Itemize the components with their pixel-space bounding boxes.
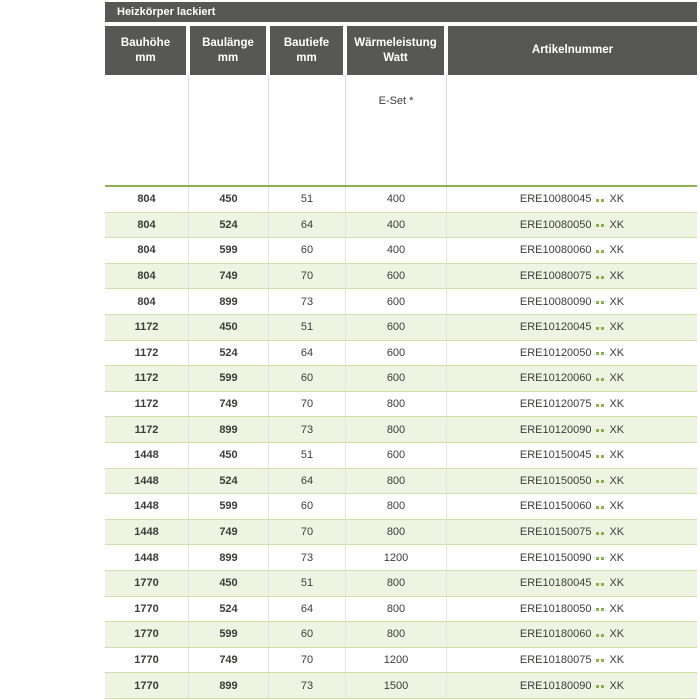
cell-baulaenge: 524 bbox=[188, 213, 268, 238]
cell-waermeleistung: 800 bbox=[345, 392, 446, 417]
artikel-suffix: XK bbox=[609, 244, 625, 257]
cell-bautiefe: 73 bbox=[268, 417, 345, 442]
color-variant-dots-icon bbox=[595, 583, 605, 586]
cell-bautiefe: 73 bbox=[268, 673, 345, 698]
cell-artikelnummer bbox=[446, 648, 697, 673]
cell-artikelnummer bbox=[446, 392, 697, 417]
table-row bbox=[105, 494, 697, 520]
subheader-cell bbox=[268, 75, 345, 185]
column-header-bautiefe bbox=[268, 26, 345, 75]
cell-baulaenge: 524 bbox=[188, 341, 268, 366]
column-header-baulaenge bbox=[188, 26, 268, 75]
cell-artikelnummer bbox=[446, 469, 697, 494]
table-row bbox=[105, 520, 697, 546]
cell-waermeleistung: 400 bbox=[345, 213, 446, 238]
cell-bauhoehe: 804 bbox=[137, 193, 156, 206]
column-header-bauhoehe bbox=[105, 26, 188, 75]
cell-baulaenge: 749 bbox=[188, 648, 268, 673]
cell-waermeleistung: 600 bbox=[345, 264, 446, 289]
artikel-suffix: XK bbox=[609, 346, 625, 359]
catalog-table-page bbox=[105, 2, 697, 699]
cell-waermeleistung: 1200 bbox=[345, 648, 446, 673]
cell-bauhoehe: 1770 bbox=[134, 577, 159, 590]
cell-artikelnummer bbox=[446, 213, 697, 238]
artikel-suffix: XK bbox=[609, 295, 625, 308]
cell-artikelnummer bbox=[446, 494, 697, 519]
cell-artikelnummer bbox=[446, 315, 697, 340]
color-variant-dots-icon bbox=[595, 557, 605, 560]
cell-bautiefe: 64 bbox=[268, 597, 345, 622]
cell-artikelnummer bbox=[446, 417, 697, 442]
table-row bbox=[105, 315, 697, 341]
artikel-suffix: XK bbox=[609, 193, 625, 206]
cell-baulaenge: 450 bbox=[188, 187, 268, 212]
cell-artikelnummer bbox=[446, 545, 697, 570]
artikel-prefix: ERE10180045 bbox=[519, 577, 592, 590]
cell-baulaenge: 599 bbox=[188, 622, 268, 647]
artikel-prefix: ERE10180090 bbox=[519, 679, 592, 692]
artikel-suffix: XK bbox=[609, 526, 625, 539]
cell-bauhoehe: 1770 bbox=[134, 653, 159, 666]
artikel-suffix: XK bbox=[609, 500, 625, 513]
artikel-suffix: XK bbox=[609, 474, 625, 487]
cell-bautiefe: 51 bbox=[268, 315, 345, 340]
cell-artikelnummer bbox=[446, 289, 697, 314]
color-variant-dots-icon bbox=[595, 532, 605, 535]
column-header-label: Bauhöhe bbox=[120, 36, 171, 49]
cell-bauhoehe: 804 bbox=[137, 270, 156, 283]
cell-bauhoehe: 1770 bbox=[134, 628, 159, 641]
cell-baulaenge: 524 bbox=[188, 469, 268, 494]
cell-baulaenge: 749 bbox=[188, 520, 268, 545]
color-variant-dots-icon bbox=[595, 378, 605, 381]
cell-waermeleistung: 600 bbox=[345, 289, 446, 314]
color-variant-dots-icon bbox=[595, 301, 605, 304]
cell-bautiefe: 70 bbox=[268, 264, 345, 289]
color-variant-dots-icon bbox=[595, 634, 605, 637]
cell-bauhoehe: 1448 bbox=[134, 474, 159, 487]
cell-artikelnummer bbox=[446, 597, 697, 622]
cell-bauhoehe: 1172 bbox=[134, 321, 159, 334]
cell-waermeleistung: 800 bbox=[345, 571, 446, 596]
table-row bbox=[105, 264, 697, 290]
subheader-cell bbox=[446, 75, 697, 185]
cell-waermeleistung: 800 bbox=[345, 494, 446, 519]
cell-bauhoehe: 1448 bbox=[134, 449, 159, 462]
column-header-waermeleistung bbox=[345, 26, 446, 75]
cell-waermeleistung: 1500 bbox=[345, 673, 446, 698]
table-row bbox=[105, 443, 697, 469]
artikel-suffix: XK bbox=[609, 321, 625, 334]
table-row bbox=[105, 469, 697, 495]
color-variant-dots-icon bbox=[595, 455, 605, 458]
artikel-prefix: ERE10120045 bbox=[519, 321, 592, 334]
table-row bbox=[105, 417, 697, 443]
cell-baulaenge: 450 bbox=[188, 315, 268, 340]
artikel-suffix: XK bbox=[609, 577, 625, 590]
color-variant-dots-icon bbox=[595, 327, 605, 330]
artikel-suffix: XK bbox=[609, 398, 625, 411]
column-header-label: Bautiefe bbox=[283, 36, 330, 49]
cell-artikelnummer bbox=[446, 187, 697, 212]
column-header-label: Wärmeleistung bbox=[354, 36, 437, 49]
table-row bbox=[105, 187, 697, 213]
cell-bauhoehe: 1172 bbox=[134, 398, 159, 411]
cell-bautiefe: 64 bbox=[268, 341, 345, 366]
column-header-unit: Watt bbox=[383, 51, 408, 64]
cell-bauhoehe: 1172 bbox=[134, 372, 159, 385]
cell-artikelnummer bbox=[446, 366, 697, 391]
artikel-suffix: XK bbox=[609, 372, 625, 385]
cell-bautiefe: 60 bbox=[268, 238, 345, 263]
artikel-prefix: ERE10180060 bbox=[519, 628, 592, 641]
artikel-suffix: XK bbox=[609, 449, 625, 462]
table-row bbox=[105, 392, 697, 418]
artikel-suffix: XK bbox=[609, 602, 625, 615]
color-variant-dots-icon bbox=[595, 276, 605, 279]
table-row bbox=[105, 571, 697, 597]
table-row bbox=[105, 238, 697, 264]
artikel-prefix: ERE10080060 bbox=[519, 244, 592, 257]
cell-bauhoehe: 804 bbox=[137, 218, 156, 231]
artikel-prefix: ERE10120075 bbox=[519, 398, 592, 411]
artikel-suffix: XK bbox=[609, 270, 625, 283]
cell-artikelnummer bbox=[446, 571, 697, 596]
cell-bautiefe: 73 bbox=[268, 545, 345, 570]
cell-bautiefe: 60 bbox=[268, 366, 345, 391]
table-title: Heizkörper lackiert bbox=[117, 6, 216, 18]
color-variant-dots-icon bbox=[595, 224, 605, 227]
cell-artikelnummer bbox=[446, 622, 697, 647]
cell-bauhoehe: 804 bbox=[137, 295, 156, 308]
cell-artikelnummer bbox=[446, 673, 697, 698]
table-title-bar bbox=[105, 2, 697, 22]
column-header-label: Baulänge bbox=[202, 36, 254, 49]
column-header-unit: mm bbox=[135, 51, 156, 64]
artikel-prefix: ERE10150060 bbox=[519, 500, 592, 513]
artikel-prefix: ERE10150045 bbox=[519, 449, 592, 462]
color-variant-dots-icon bbox=[595, 506, 605, 509]
cell-bautiefe: 73 bbox=[268, 289, 345, 314]
cell-waermeleistung: 600 bbox=[345, 341, 446, 366]
cell-waermeleistung: 400 bbox=[345, 187, 446, 212]
cell-artikelnummer bbox=[446, 341, 697, 366]
cell-waermeleistung: 600 bbox=[345, 443, 446, 468]
cell-bautiefe: 60 bbox=[268, 494, 345, 519]
column-header-artikelnummer bbox=[446, 26, 697, 75]
cell-baulaenge: 599 bbox=[188, 366, 268, 391]
table-row bbox=[105, 366, 697, 392]
color-variant-dots-icon bbox=[595, 608, 605, 611]
column-header-label: Artikelnummer bbox=[531, 44, 614, 57]
artikel-suffix: XK bbox=[609, 628, 625, 641]
cell-bauhoehe: 1770 bbox=[134, 602, 159, 615]
artikel-prefix: ERE10180075 bbox=[519, 653, 592, 666]
cell-baulaenge: 749 bbox=[188, 264, 268, 289]
cell-baulaenge: 899 bbox=[188, 289, 268, 314]
subheader-cell bbox=[188, 75, 268, 185]
cell-bauhoehe: 1448 bbox=[134, 551, 159, 564]
cell-waermeleistung: 800 bbox=[345, 622, 446, 647]
color-variant-dots-icon bbox=[595, 250, 605, 253]
table-body bbox=[105, 185, 697, 699]
cell-baulaenge: 899 bbox=[188, 417, 268, 442]
color-variant-dots-icon bbox=[595, 429, 605, 432]
cell-baulaenge: 524 bbox=[188, 597, 268, 622]
cell-baulaenge: 450 bbox=[188, 443, 268, 468]
color-variant-dots-icon bbox=[595, 659, 605, 662]
cell-baulaenge: 599 bbox=[188, 494, 268, 519]
artikel-suffix: XK bbox=[609, 679, 625, 692]
cell-waermeleistung: 800 bbox=[345, 520, 446, 545]
cell-bautiefe: 51 bbox=[268, 187, 345, 212]
cell-waermeleistung: 800 bbox=[345, 417, 446, 442]
cell-waermeleistung: 1200 bbox=[345, 545, 446, 570]
cell-baulaenge: 450 bbox=[188, 571, 268, 596]
subheader-cell bbox=[105, 75, 188, 185]
subheader-cell-eset bbox=[345, 75, 446, 185]
color-variant-dots-icon bbox=[595, 352, 605, 355]
artikel-prefix: ERE10080075 bbox=[519, 270, 592, 283]
table-row bbox=[105, 289, 697, 315]
table-row bbox=[105, 213, 697, 239]
color-variant-dots-icon bbox=[595, 685, 605, 688]
cell-waermeleistung: 600 bbox=[345, 366, 446, 391]
artikel-prefix: ERE10080050 bbox=[519, 218, 592, 231]
cell-waermeleistung: 800 bbox=[345, 469, 446, 494]
artikel-prefix: ERE10150050 bbox=[519, 474, 592, 487]
cell-bauhoehe: 1448 bbox=[134, 500, 159, 513]
cell-baulaenge: 749 bbox=[188, 392, 268, 417]
cell-bauhoehe: 1172 bbox=[134, 423, 159, 436]
cell-bauhoehe: 1448 bbox=[134, 526, 159, 539]
color-variant-dots-icon bbox=[595, 199, 605, 202]
cell-baulaenge: 599 bbox=[188, 238, 268, 263]
artikel-suffix: XK bbox=[609, 423, 625, 436]
cell-bautiefe: 51 bbox=[268, 443, 345, 468]
column-header-unit: mm bbox=[217, 51, 239, 64]
column-header-unit: mm bbox=[296, 51, 317, 64]
artikel-suffix: XK bbox=[609, 218, 625, 231]
column-header-row bbox=[105, 26, 697, 75]
cell-bauhoehe: 1172 bbox=[134, 346, 159, 359]
cell-bautiefe: 70 bbox=[268, 648, 345, 673]
table-row bbox=[105, 597, 697, 623]
cell-waermeleistung: 400 bbox=[345, 238, 446, 263]
cell-bautiefe: 64 bbox=[268, 469, 345, 494]
artikel-suffix: XK bbox=[609, 551, 625, 564]
cell-baulaenge: 899 bbox=[188, 545, 268, 570]
cell-artikelnummer bbox=[446, 520, 697, 545]
artikel-prefix: ERE10080045 bbox=[519, 193, 592, 206]
artikel-prefix: ERE10150090 bbox=[519, 551, 592, 564]
table-row bbox=[105, 648, 697, 674]
subheader-row bbox=[105, 75, 697, 185]
eset-label: E-Set * bbox=[378, 95, 414, 107]
artikel-prefix: ERE10080090 bbox=[519, 295, 592, 308]
cell-bauhoehe: 804 bbox=[137, 244, 156, 257]
cell-bautiefe: 70 bbox=[268, 392, 345, 417]
cell-artikelnummer bbox=[446, 264, 697, 289]
table-row bbox=[105, 545, 697, 571]
cell-bautiefe: 70 bbox=[268, 520, 345, 545]
artikel-prefix: ERE10120090 bbox=[519, 423, 592, 436]
cell-artikelnummer bbox=[446, 443, 697, 468]
artikel-prefix: ERE10150075 bbox=[519, 526, 592, 539]
color-variant-dots-icon bbox=[595, 404, 605, 407]
table-row bbox=[105, 341, 697, 367]
cell-waermeleistung: 600 bbox=[345, 315, 446, 340]
cell-baulaenge: 899 bbox=[188, 673, 268, 698]
color-variant-dots-icon bbox=[595, 480, 605, 483]
cell-bautiefe: 64 bbox=[268, 213, 345, 238]
cell-bautiefe: 51 bbox=[268, 571, 345, 596]
cell-bauhoehe: 1770 bbox=[134, 679, 159, 692]
artikel-prefix: ERE10120060 bbox=[519, 372, 592, 385]
artikel-prefix: ERE10120050 bbox=[519, 346, 592, 359]
artikel-suffix: XK bbox=[609, 653, 625, 666]
artikel-prefix: ERE10180050 bbox=[519, 602, 592, 615]
cell-bautiefe: 60 bbox=[268, 622, 345, 647]
table-row bbox=[105, 622, 697, 648]
cell-artikelnummer bbox=[446, 238, 697, 263]
cell-waermeleistung: 800 bbox=[345, 597, 446, 622]
table-row bbox=[105, 673, 697, 699]
